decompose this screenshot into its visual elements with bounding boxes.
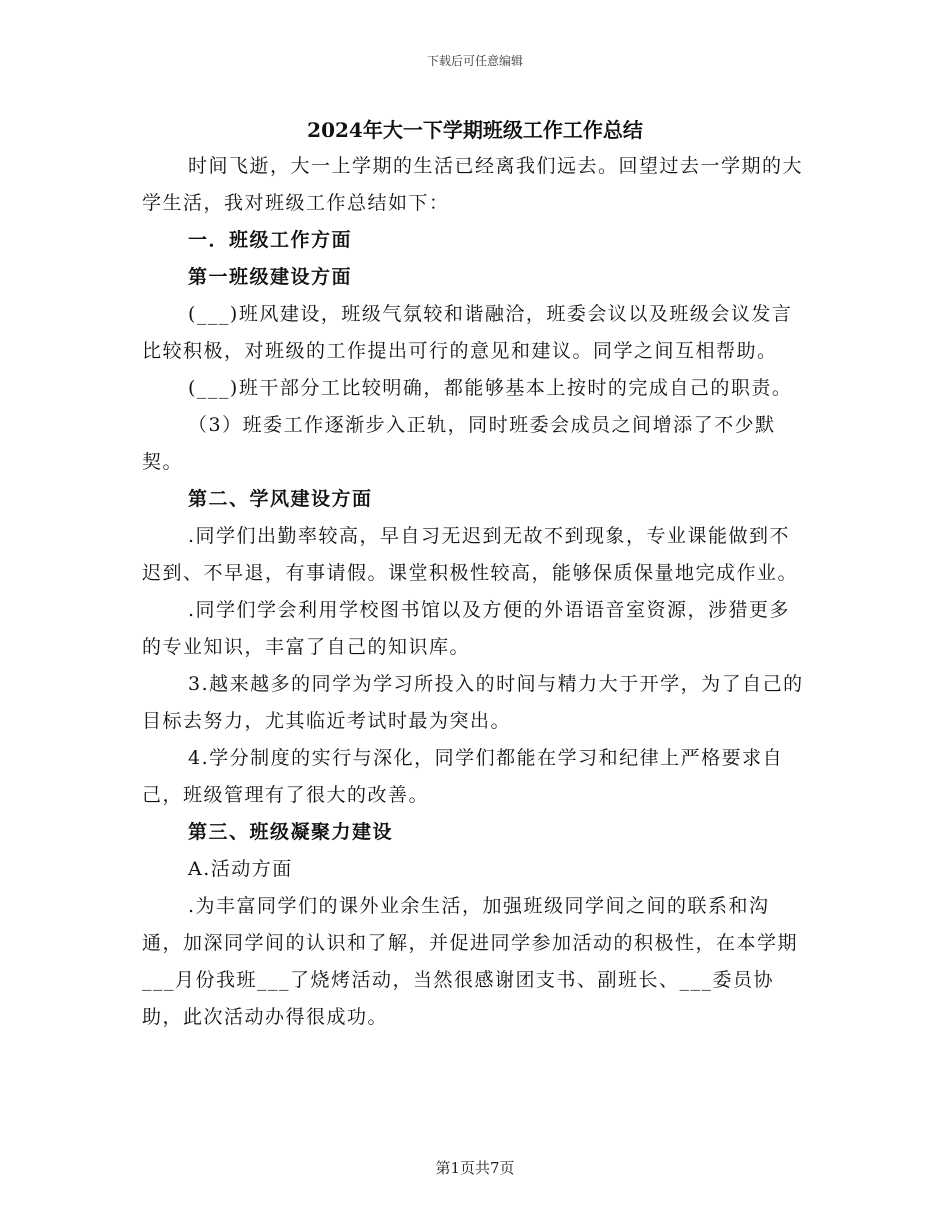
paragraph-credit-system: 4.学分制度的实行与深化，同学们都能在学习和纪律上严格要求自己，班级管理有了很大的改善。 <box>142 747 784 806</box>
paragraph-cadre-division: (___)班干部分工比较明确，都能够基本上按时的完成自己的职责。 <box>188 377 793 399</box>
section-heading-1: 一．班级工作方面 <box>188 229 353 251</box>
paragraph-study-time: 3.越来越多的同学为学习所投入的时间与精力大于开学，为了自己的目标去努力，尤其临近考试时最为突出。 <box>142 673 804 732</box>
subsection-heading-class-building: 第一班级建设方面 <box>188 266 353 288</box>
paragraph-committee-work: （3）班委工作逐渐步入正轨，同时班委会成员之间增添了不少默契。 <box>142 414 776 473</box>
paragraph-library: .同学们学会利用学校图书馆以及方便的外语语音室资源，涉猎更多的专业知识，丰富了自己的知识库。 <box>142 599 791 658</box>
subsection-heading-study-style: 第二、学风建设方面 <box>188 488 373 510</box>
paragraph-intro: 时间飞逝，大一上学期的生活已经离我们远去。回望过去一学期的大学生活，我对班级工作总结如下： <box>142 155 804 214</box>
page-footer: 第1页共7页 <box>435 1159 515 1177</box>
paragraph-class-style: (___)班风建设，班级气氛较和谐融洽，班委会议以及班级会议发言比较积极，对班级的工作提出可行的意见和建议。同学之间互相帮助。 <box>142 303 793 362</box>
paragraph-bbq-activity: .为丰富同学们的课外业余生活，加强班级同学间之间的联系和沟通，加深同学间的认识和了解，并促进同学参加活动的积极性，在本学期___月份我班___了烧烤活动，当然很感谢团支书、副班长、___委员协助，此次活动办得很成功。 <box>142 895 799 1028</box>
paragraph-attendance: .同学们出勤率较高，早自习无迟到无故不到现象，专业课能做到不迟到、不早退，有事请假。课堂积极性较高，能够保质保量地完成作业。 <box>142 525 799 584</box>
subsection-heading-cohesion: 第三、班级凝聚力建设 <box>188 821 394 843</box>
paragraph-activities-label: A.活动方面 <box>188 858 293 880</box>
document-body <box>142 148 810 1036</box>
document-title: 2024年大一下学期班级工作工作总结 <box>307 118 643 142</box>
header-note: 下载后可任意编辑 <box>426 54 523 68</box>
